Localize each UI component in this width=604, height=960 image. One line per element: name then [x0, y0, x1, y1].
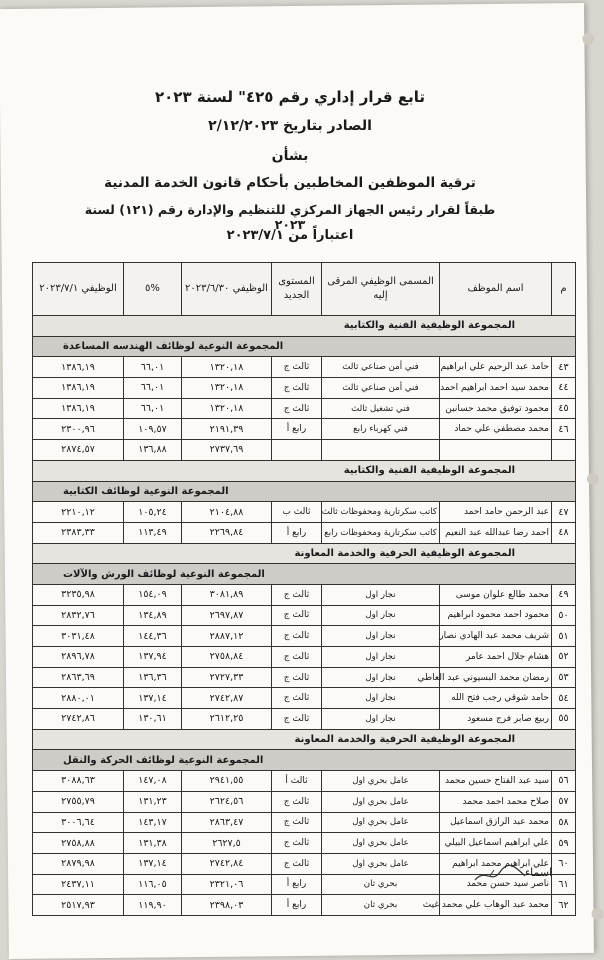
- raise-pct: ١٣٧,١٤: [124, 688, 182, 709]
- table-row: [33, 688, 576, 709]
- table-row: [33, 584, 576, 605]
- subgroup-label: المجموعة النوعية لوظائف الحركة والنقل: [33, 750, 576, 771]
- row-num: ٤٩: [552, 584, 576, 605]
- salary-old: ١٣٢٠,١٨: [182, 357, 272, 378]
- table-row: [33, 605, 576, 626]
- employee-name: رمضان محمد البسيوني عبد العاطي: [440, 667, 552, 688]
- salary-new: ٢٤٣٧,١١: [33, 874, 124, 895]
- salary-new: ٢٣٠٠,٩٦: [33, 419, 124, 440]
- subgroup-label: المجموعة النوعية لوظائف الكتابية: [33, 481, 576, 502]
- salary-old: ٢٧٤٢,٨٤: [182, 853, 272, 874]
- job-title: فني تشغيل ثالث: [322, 398, 440, 419]
- employee-name: علي ابراهيم اسماعيل البيلي: [440, 833, 552, 854]
- job-title: نجار اول: [322, 688, 440, 709]
- salary-new: ١٣٨٦,١٩: [33, 357, 124, 378]
- subgroup-row: [33, 564, 576, 585]
- raise-pct: ١٣٠,٦١: [124, 709, 182, 730]
- table-row: [33, 647, 576, 668]
- employee-name: شريف محمد عبد الهادي نصار: [440, 626, 552, 647]
- punch-hole: [591, 908, 603, 920]
- salary-new: ٢٥١٧,٩٣: [33, 895, 124, 916]
- signature: [470, 858, 530, 888]
- salary-old: ٢٧٢٧,٣٣: [182, 667, 272, 688]
- new-level: ثالث ج: [272, 812, 322, 833]
- raise-pct: ١٤٣,١٧: [124, 812, 182, 833]
- new-level: [272, 440, 322, 461]
- regarding-label: بشأن: [271, 148, 309, 164]
- row-num: ٤٤: [552, 378, 576, 399]
- salary-old: ١٣٢٠,١٨: [182, 398, 272, 419]
- row-num: ٥٤: [552, 688, 576, 709]
- raise-pct: ١٤٤,٣٦: [124, 626, 182, 647]
- raise-pct: ١٣٦,٣٦: [124, 667, 182, 688]
- salary-old: ٢٦٢٤,٥٦: [182, 791, 272, 812]
- table-row: [33, 440, 576, 461]
- salary-old: ٢٣٢١,٠٦: [182, 874, 272, 895]
- table-row: [33, 771, 576, 792]
- row-num: ٦٢: [552, 895, 576, 916]
- salary-new: ٢٨٦٣,٦٩: [33, 667, 124, 688]
- row-num: ٦١: [552, 874, 576, 895]
- raise-pct: ١٣١,٣٨: [124, 833, 182, 854]
- salary-new: ٢٧٥٥,٧٩: [33, 791, 124, 812]
- col-salary-new: الوظيفي ٢٠٢٣/٧/١: [33, 263, 124, 316]
- new-level: ثالث ج: [272, 357, 322, 378]
- row-num: ٦٠: [552, 853, 576, 874]
- group-row: [33, 316, 576, 337]
- new-level: ثالث ج: [272, 667, 322, 688]
- salary-old: ٢٧٣٧,٦٩: [182, 440, 272, 461]
- raise-pct: ١٥٤,٠٩: [124, 584, 182, 605]
- col-level: المستوى الجديد: [272, 263, 322, 316]
- subgroup-row: [33, 750, 576, 771]
- employee-name: علي ابراهيم محمد ابراهيم: [440, 853, 552, 874]
- table-body: [33, 316, 576, 916]
- col-salary-old: الوظيفي ٢٠٢٣/٦/٣٠: [182, 263, 272, 316]
- salary-new: ٢٨٧٤,٥٧: [33, 440, 124, 461]
- group-row: [33, 543, 576, 564]
- new-level: رابع أ: [272, 522, 322, 543]
- employee-name: [440, 440, 552, 461]
- raise-pct: ١٣٧,٩٤: [124, 647, 182, 668]
- job-title: كاتب سكرتارية ومحفوظات ثالث: [322, 502, 440, 523]
- col-title: المسمى الوظيفي المرقى إليه: [322, 263, 440, 316]
- table-row: [33, 895, 576, 916]
- decision-date: الصادر بتاريخ ٢/١٢/٢٠٢٣: [208, 118, 372, 134]
- row-num: ٤٨: [552, 522, 576, 543]
- raise-pct: ١١٣,٤٩: [124, 522, 182, 543]
- salary-old: ٢٦٩٧,٨٧: [182, 605, 272, 626]
- employee-name: محمد عبد الوهاب علي محمد غيث: [440, 895, 552, 916]
- table-row: [33, 522, 576, 543]
- row-num: ٥٢: [552, 647, 576, 668]
- job-title: كاتب سكرتارية ومحفوظات رابع: [322, 522, 440, 543]
- salary-old: ٢٨٦٣,٤٧: [182, 812, 272, 833]
- employee-name: حامد عبد الرحيم علي ابراهيم: [440, 357, 552, 378]
- employee-name: احمد رضا عبدالله عبد النعيم: [440, 522, 552, 543]
- table-row: [33, 667, 576, 688]
- salary-old: ٢٨٨٧,١٢: [182, 626, 272, 647]
- new-level: ثالث ج: [272, 378, 322, 399]
- row-num: ٤٦: [552, 419, 576, 440]
- row-num: ٥٧: [552, 791, 576, 812]
- footer-label: اسماء: [525, 866, 553, 879]
- salary-old: ٢١٠٤,٨٨: [182, 502, 272, 523]
- job-title: نجار اول: [322, 709, 440, 730]
- raise-pct: ١٣٤,٨٩: [124, 605, 182, 626]
- decision-title: تابع قرار إداري رقم ٤٢٥" لسنة ٢٠٢٣: [154, 88, 425, 106]
- new-level: ثالث ج: [272, 791, 322, 812]
- col-num: م: [552, 263, 576, 316]
- salary-new: ٢٨٩٦,٧٨: [33, 647, 124, 668]
- employee-name: محمد مصطفي علي حماد: [440, 419, 552, 440]
- salary-old: ٢٧٤٢,٨٧: [182, 688, 272, 709]
- row-num: ٤٧: [552, 502, 576, 523]
- new-level: ثالث ج: [272, 584, 322, 605]
- salary-old: ٢٦٢٧,٥: [182, 833, 272, 854]
- table-row: [33, 833, 576, 854]
- group-label: المجموعة الوظيفية الحرفية والخدمة المعاونة: [33, 729, 576, 750]
- salary-new: ١٣٨٦,١٩: [33, 378, 124, 399]
- salary-old: ٢٦١٢,٢٥: [182, 709, 272, 730]
- employee-name: ناصر سيد حسن محمد: [440, 874, 552, 895]
- col-pct: %٥: [124, 263, 182, 316]
- row-num: [552, 440, 576, 461]
- table-row: [33, 791, 576, 812]
- table-row: [33, 398, 576, 419]
- employee-name: محمد عبد الرازق اسماعيل: [440, 812, 552, 833]
- subgroup-label: المجموعة النوعية لوظائف الورش والآلات: [33, 564, 576, 585]
- job-title: بحري ثان: [322, 895, 440, 916]
- new-level: رابع أ: [272, 874, 322, 895]
- salary-old: ٢٩٤١,٥٥: [182, 771, 272, 792]
- job-title: [322, 440, 440, 461]
- salary-new: ٢٨٣٢,٧٦: [33, 605, 124, 626]
- salary-new: ٣٠٣١,٤٨: [33, 626, 124, 647]
- row-num: ٥١: [552, 626, 576, 647]
- table-header-row: [33, 263, 576, 316]
- group-label: المجموعة الوظيفية الفنية والكتابية: [33, 316, 576, 337]
- salary-old: ٢٣٩٨,٠٣: [182, 895, 272, 916]
- group-row: [33, 460, 576, 481]
- salary-old: ١٣٢٠,١٨: [182, 378, 272, 399]
- job-title: نجار اول: [322, 626, 440, 647]
- job-title: بحري ثان: [322, 874, 440, 895]
- punch-hole: [582, 33, 594, 45]
- salary-old: ٣٠٨١,٨٩: [182, 584, 272, 605]
- job-title: عامل بحري اول: [322, 771, 440, 792]
- raise-pct: ١٣٦,٨٨: [124, 440, 182, 461]
- job-title: فني أمن صناعي ثالث: [322, 357, 440, 378]
- employee-name: محمود توفيق محمد حسانين: [440, 398, 552, 419]
- row-num: ٥٥: [552, 709, 576, 730]
- new-level: ثالث أ: [272, 771, 322, 792]
- employee-name: محمود احمد محمود ابراهيم: [440, 605, 552, 626]
- salary-new: ٢٨٨٠,٠١: [33, 688, 124, 709]
- row-num: ٥٣: [552, 667, 576, 688]
- job-title: نجار اول: [322, 667, 440, 688]
- raise-pct: ١٣١,٢٣: [124, 791, 182, 812]
- salary-new: ٢٢١٠,١٢: [33, 502, 124, 523]
- raise-pct: ٦٦,٠١: [124, 398, 182, 419]
- new-level: ثالث ج: [272, 398, 322, 419]
- new-level: ثالث ج: [272, 605, 322, 626]
- salary-old: ٢١٩١,٣٩: [182, 419, 272, 440]
- job-title: نجار اول: [322, 605, 440, 626]
- raise-pct: ٦٦,٠١: [124, 357, 182, 378]
- row-num: ٥٠: [552, 605, 576, 626]
- employee-name: ربيع صابر فرج مسعود: [440, 709, 552, 730]
- effective-date: اعتباراً من ٢٠٢٣/٧/١: [226, 228, 354, 243]
- job-title: عامل بحري اول: [322, 833, 440, 854]
- table-row: [33, 812, 576, 833]
- salary-new: ٢٧٤٢,٨٦: [33, 709, 124, 730]
- job-title: نجار اول: [322, 584, 440, 605]
- raise-pct: ١٠٩,٥٧: [124, 419, 182, 440]
- new-level: ثالث ج: [272, 688, 322, 709]
- new-level: ثالث ج: [272, 647, 322, 668]
- table-row: [33, 357, 576, 378]
- subgroup-row: [33, 336, 576, 357]
- table-row: [33, 709, 576, 730]
- subgroup-label: المجموعة النوعية لوظائف الهندسه المساعدة: [33, 336, 576, 357]
- job-title: فني أمن صناعي ثالث: [322, 378, 440, 399]
- group-label: المجموعة الوظيفية الحرفية والخدمة المعاونة: [33, 543, 576, 564]
- promotions-table: [32, 262, 576, 916]
- employee-name: حامد شوقي رجب فتح الله: [440, 688, 552, 709]
- new-level: ثالث ب: [272, 502, 322, 523]
- raise-pct: ١١٩,٩٠: [124, 895, 182, 916]
- employee-name: محمد سيد احمد ابراهيم احمد: [440, 378, 552, 399]
- job-title: عامل بحري اول: [322, 812, 440, 833]
- raise-pct: ١٣٧,١٤: [124, 853, 182, 874]
- job-title: عامل بحري اول: [322, 853, 440, 874]
- raise-pct: ١٤٧,٠٨: [124, 771, 182, 792]
- employee-name: هشام جلال احمد عامر: [440, 647, 552, 668]
- salary-new: ١٣٨٦,١٩: [33, 398, 124, 419]
- employee-name: عبد الرحمن حامد احمد: [440, 502, 552, 523]
- row-num: ٥٨: [552, 812, 576, 833]
- reference-line: طبقاً لقرار رئيس الجهاز المركزي للتنظيم والإدارة رقم (١٢١) لسنة ٢٠٢٣: [84, 202, 496, 232]
- salary-new: ٢٣٨٣,٣٣: [33, 522, 124, 543]
- row-num: ٤٣: [552, 357, 576, 378]
- job-title: فني كهرباء رابع: [322, 419, 440, 440]
- raise-pct: ١١٦,٠٥: [124, 874, 182, 895]
- new-level: رابع أ: [272, 895, 322, 916]
- job-title: عامل بحري اول: [322, 791, 440, 812]
- salary-old: ٢٢٦٩,٨٤: [182, 522, 272, 543]
- punch-hole: [587, 473, 599, 485]
- new-level: رابع أ: [272, 419, 322, 440]
- salary-new: ٢٧٥٨,٨٨: [33, 833, 124, 854]
- group-label: المجموعة الوظيفية الفنية والكتابية: [33, 460, 576, 481]
- raise-pct: ١٠٥,٢٤: [124, 502, 182, 523]
- row-num: ٤٥: [552, 398, 576, 419]
- subject-line: ترقية الموظفين المخاطبين بأحكام قانون الخدمة المدنية: [104, 175, 476, 191]
- subgroup-row: [33, 481, 576, 502]
- employee-name: صلاح محمد احمد محمد: [440, 791, 552, 812]
- salary-old: ٢٧٥٨,٨٤: [182, 647, 272, 668]
- table-row: [33, 502, 576, 523]
- new-level: ثالث ج: [272, 853, 322, 874]
- job-title: نجار اول: [322, 647, 440, 668]
- salary-new: ٣٢٣٥,٩٨: [33, 584, 124, 605]
- new-level: ثالث ج: [272, 626, 322, 647]
- row-num: ٥٦: [552, 771, 576, 792]
- employee-name: محمد طالع علوان موسى: [440, 584, 552, 605]
- new-level: ثالث ج: [272, 833, 322, 854]
- salary-new: ٣٠٠٦,٦٤: [33, 812, 124, 833]
- col-name: اسم الموظف: [440, 263, 552, 316]
- group-row: [33, 729, 576, 750]
- table-row: [33, 626, 576, 647]
- new-level: ثالث ج: [272, 709, 322, 730]
- salary-new: ٢٨٧٩,٩٨: [33, 853, 124, 874]
- raise-pct: ٦٦,٠١: [124, 378, 182, 399]
- employee-name: سيد عبد الفتاح حسين محمد: [440, 771, 552, 792]
- row-num: ٥٩: [552, 833, 576, 854]
- table-row: [33, 378, 576, 399]
- salary-new: ٣٠٨٨,٦٣: [33, 771, 124, 792]
- table-row: [33, 419, 576, 440]
